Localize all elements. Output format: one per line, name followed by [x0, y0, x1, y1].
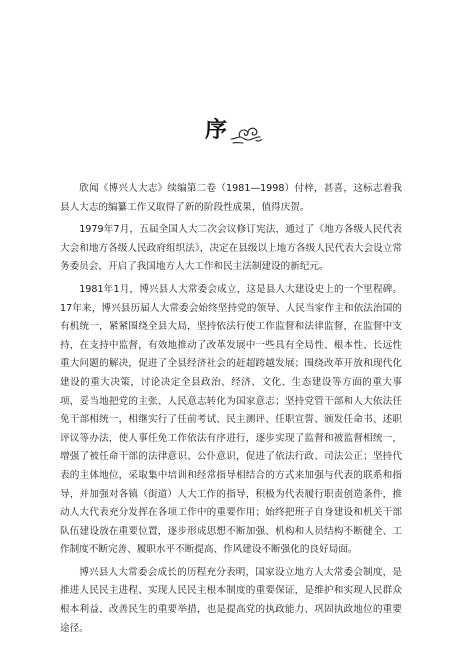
preface-body	[60, 180, 402, 642]
auspicious-cloud-icon	[229, 122, 263, 146]
page-title: 序	[205, 118, 228, 143]
paragraph: 博兴县人大常委会成长的历程充分表明，国家设立地方人大常委会制度，是推进人民民主进程、实现人民民主根本制度的重要保证，是维护和实现人民群众根本利益、改善民生的重要举措，也是提高党的执政能力、巩固执政地位的重要途径。	[60, 566, 402, 634]
paragraph: 1979年7月，五届全国人大二次会议修订宪法，通过了《地方各级人民代表大会和地方各级人民政府组织法》，决定在县级以上地方各级人民代表大会设立常务委员会，开启了我国地方人大工作和民主法制建设的新纪元。	[60, 224, 402, 273]
paragraph: 欣闻《博兴人大志》续编第二卷（1981—1998）付梓，甚喜，这标志着我县人大志的编纂工作又取得了新的阶段性成果，值得庆贺。	[60, 183, 402, 213]
paragraph: 1981年1月，博兴县人大常委会成立，这是县人大建设史上的一个里程碑。17年来，博兴县历届人大常委会始终坚持党的领导、人民当家作主和依法治国的有机统一，紧紧围绕全县大局，坚持依法行使工作监督和法律监督，在监督中支持，在支持中监督，有效地推动了改革发展中一些具有全局性、根本性、长远性重大问题的解决，促进了全县经济社会的赶超跨越发展；围绕改革开放和现代化建设的重大决策，讨论决定全县政治、经济、文化、生态建设等方面的重大事项，妥当地把党的主张、人民意志转化为国家意志；坚持党管干部和人大依法任免干部相统一，相继实行了任前考试、民主测评、任职宣誓、颁发任命书、述职评议等办法，使人事任免工作依法有序进行，逐步实现了监督和被监督相统一，增强了被任命干部的法律意识、公仆意识，促进了依法行政、司法公正；坚持代表的主体地位，采取集中培训和经常指导相结合的方式来加强与代表的联系和指导，并加强对各镇（街道）人大工作的指导，积极为代表履行职责创造条件，推动人大代表充分发挥在各项工作中的重要作用；始终把班子自身建设和机关干部队伍建设放在重要位置，逐步形成思想不断加强、机构和人员结构不断健全、工作制度不断完善、履职水平不断提高、作风建设不断强化的良好局面。	[60, 283, 402, 556]
title-area	[0, 116, 450, 156]
